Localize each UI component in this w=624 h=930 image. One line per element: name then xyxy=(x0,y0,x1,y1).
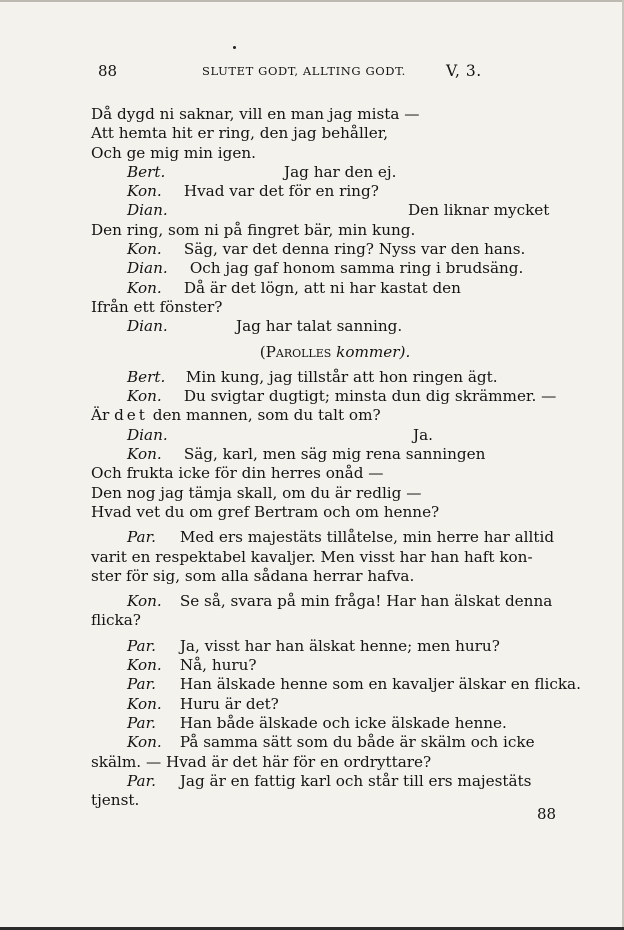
prose-line xyxy=(91,592,571,611)
dialogue-line xyxy=(91,387,571,406)
prose-line: flicka? xyxy=(91,611,141,630)
stage-character: Parolles xyxy=(265,342,332,361)
stage-verb: kommer). xyxy=(336,342,411,361)
speaker-name: Dian. xyxy=(127,317,168,336)
speech-text: Du svigtar dugtigt; minsta dun dig skrämmer. — xyxy=(183,387,557,406)
verse-line: Den nog jag tämja skall, om du är redlig — xyxy=(91,483,422,502)
verse-line: Hvad vet du om gref Bertram och om henne? xyxy=(91,502,440,521)
prose-line xyxy=(91,733,571,752)
prose-line: skälm. — Hvad är det här för en ordryttare? xyxy=(91,752,432,771)
stage-direction: (Parolles kommer). xyxy=(259,342,411,361)
dialogue-line xyxy=(91,201,571,220)
verse-line: Är det den mannen, som du talt om? xyxy=(91,406,381,425)
speaker-name: Bert. xyxy=(127,162,166,181)
footer-page-number: 88 xyxy=(537,805,557,823)
speech-text: Säg, karl, men säg mig rena sanningen xyxy=(183,445,486,464)
speech-text: Ja. xyxy=(413,425,433,444)
page-top-edge xyxy=(0,0,624,2)
verse-line: Den ring, som ni på fingret bär, min kung. xyxy=(91,220,416,239)
speaker-name: Par. xyxy=(127,713,157,732)
verse-line: Och frukta icke för din herres onåd — xyxy=(91,464,384,483)
prose-line xyxy=(91,656,571,675)
dialogue-line xyxy=(91,426,571,445)
verse-line: Att hemta hit er ring, den jag behåller, xyxy=(91,124,389,143)
speech-text: Hvad var det för en ring? xyxy=(183,182,379,201)
prose-line xyxy=(91,528,571,547)
speaker-name: Kon. xyxy=(127,656,162,675)
speaker-name: Par. xyxy=(127,636,157,655)
verse-line: Då dygd ni saknar, vill en man jag mista — xyxy=(91,105,420,123)
speech-text: Huru är det? xyxy=(179,694,279,713)
speaker-name: Par. xyxy=(127,528,157,547)
speaker-name: Kon. xyxy=(127,387,162,406)
header-page-number: 88 xyxy=(98,62,118,80)
prose-line xyxy=(91,772,571,791)
prose-line xyxy=(91,675,581,694)
prose-line: tjenst. xyxy=(91,791,140,810)
speaker-name: Dian. xyxy=(127,259,168,278)
ink-speck xyxy=(233,46,236,49)
speaker-name: Kon. xyxy=(127,445,162,464)
speaker-name: Par. xyxy=(127,675,157,694)
verse-line: Ifrån ett fönster? xyxy=(91,297,223,316)
act-scene-reference: V, 3. xyxy=(446,62,482,80)
speech-text: Då är det lögn, att ni har kastat den xyxy=(183,278,461,297)
prose-line: ster för sig, som alla sådana herrar hafva. xyxy=(91,566,415,585)
dialogue-line xyxy=(91,259,571,278)
speech-text: Jag har talat sanning. xyxy=(236,317,403,336)
speaker-name: Par. xyxy=(127,771,157,790)
dialogue-line xyxy=(91,182,571,201)
speaker-name: Kon. xyxy=(127,694,162,713)
play-text xyxy=(91,105,581,810)
speaker-name: Dian. xyxy=(127,201,168,220)
speaker-name: Bert. xyxy=(127,367,166,386)
speaker-name: Dian. xyxy=(127,425,168,444)
speaker-name: Kon. xyxy=(127,278,162,297)
speaker-name: Kon. xyxy=(127,733,162,752)
dialogue-line xyxy=(91,240,571,259)
prose-line xyxy=(91,714,571,733)
speech-text: Han älskade henne som en kavaljer älskar en flicka. xyxy=(179,675,581,694)
dialogue-line xyxy=(91,279,571,298)
speaker-name: Kon. xyxy=(127,592,162,611)
running-header xyxy=(98,62,543,82)
speech-text: Och jag gaf honom samma ring i brudsäng. xyxy=(189,259,524,278)
speech-text: Nå, huru? xyxy=(179,656,257,675)
speech-text: Med ers majestäts tillåtelse, min herre har alltid xyxy=(179,528,555,547)
dialogue-line xyxy=(91,317,571,336)
speech-text: Ja, visst har han älskat henne; men huru? xyxy=(179,636,500,655)
speaker-name: Kon. xyxy=(127,182,162,201)
speech-text: Säg, var det denna ring? Nyss var den hans. xyxy=(183,240,526,259)
prose-line: varit en respektabel kavaljer. Men visst har han haft kon- xyxy=(91,547,533,566)
speech-text: Jag är en fattig karl och står till ers majestäts xyxy=(179,771,532,790)
dialogue-line xyxy=(91,368,571,387)
running-title: SLUTET GODT, ALLTING GODT. xyxy=(202,64,406,78)
prose-line xyxy=(91,695,571,714)
speech-text: Han både älskade och icke älskade henne. xyxy=(179,713,507,732)
speech-text: Jag har den ej. xyxy=(284,162,397,181)
prose-line xyxy=(91,637,571,656)
verse-line: Och ge mig min igen. xyxy=(91,143,256,162)
speech-text: På samma sätt som du både är skälm och icke xyxy=(179,733,535,752)
speech-text: Se så, svara på min fråga! Har han älskat denna xyxy=(179,592,553,611)
speaker-name: Kon. xyxy=(127,240,162,259)
dialogue-line xyxy=(91,445,571,464)
speech-text: Den liknar mycket xyxy=(408,201,550,220)
speech-text: Min kung, jag tillstår att hon ringen ägt. xyxy=(185,367,498,386)
dialogue-line xyxy=(91,163,571,182)
